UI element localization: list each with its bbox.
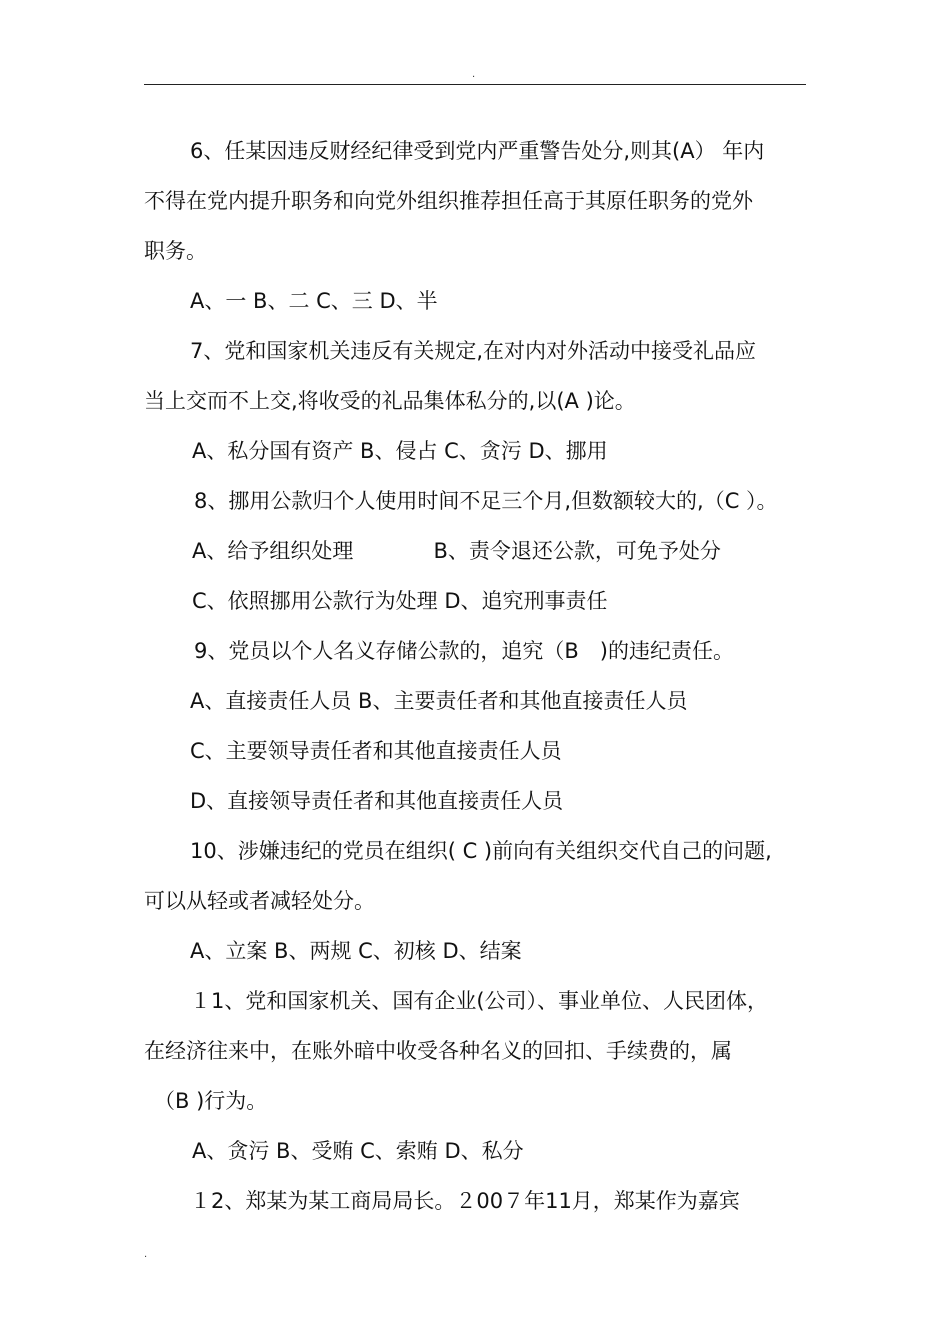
- question-12-line-1: １2、郑某为某工商局局长。２00７年11月，郑某作为嘉宾: [190, 1189, 740, 1213]
- question-6-options: A、一 B、二 C、三 D、半: [190, 289, 438, 313]
- footer-mark: .: [144, 1249, 148, 1260]
- question-7-line-2: 当上交而不上交,将收受的礼品集体私分的,以(A )论。: [144, 389, 636, 413]
- question-11-options: A、贪污 B、受贿 C、索贿 D、私分: [192, 1139, 524, 1163]
- question-9-options-1: A、直接责任人员 B、主要责任者和其他直接责任人员: [190, 689, 688, 713]
- question-6-line-2: 不得在党内提升职务和向党外组织推荐担任高于其原任职务的党外: [144, 189, 753, 213]
- question-8-line-1: 8、挪用公款归个人使用时间不足三个月,但数额较大的,（C ）。: [194, 489, 778, 513]
- question-7-line-1: 7、党和国家机关违反有关规定,在对内对外活动中接受礼品应: [190, 339, 757, 363]
- question-11-line-3: （B )行为。: [154, 1089, 268, 1113]
- header-mark: .: [472, 69, 476, 80]
- question-9-options-3: D、直接领导责任者和其他直接责任人员: [190, 789, 564, 813]
- question-8-options-2: C、依照挪用公款行为处理 D、追究刑事责任: [192, 589, 608, 613]
- question-10-line-2: 可以从轻或者减轻处分。: [144, 889, 375, 913]
- document-body: [144, 126, 806, 1226]
- question-8-options-1: A、给予组织处理 B、责令退还公款，可免予处分: [192, 539, 721, 563]
- header-rule: [144, 84, 806, 85]
- question-9-line-1: 9、党员以个人名义存储公款的，追究（B )的违纪责任。: [194, 639, 734, 663]
- question-11-line-2: 在经济往来中，在账外暗中收受各种名义的回扣、手续费的，属: [144, 1039, 732, 1063]
- question-9-options-2: C、主要领导责任者和其他直接责任人员: [190, 739, 562, 763]
- question-10-options: A、立案 B、两规 C、初核 D、结案: [190, 939, 522, 963]
- question-6-line-1: 6、任某因违反财经纪律受到党内严重警告处分,则其(A） 年内: [190, 139, 765, 163]
- question-10-line-1: 10、涉嫌违纪的党员在组织( C )前向有关组织交代自己的问题,: [190, 839, 772, 863]
- question-11-line-1: １1、党和国家机关、国有企业(公司）、事业单位、人民团体，: [190, 989, 769, 1013]
- question-6-line-3: 职务。: [144, 239, 207, 263]
- question-7-options: A、私分国有资产 B、侵占 C、贪污 D、挪用: [192, 439, 608, 463]
